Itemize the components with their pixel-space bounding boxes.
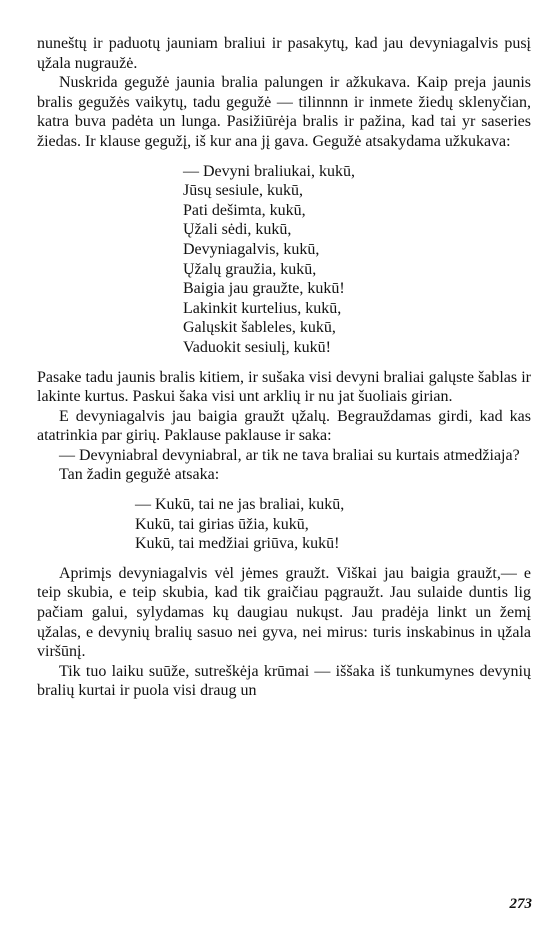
paragraph-continued: nuneštų ir paduotų jauniam braliui ir pasakytų, kad jau devyniagalvis pusį ųžala nugraužė.: [37, 35, 531, 72]
paragraph: Nuskrida gegužė jaunia bralia palungen ir ažkukava. Kaip preja jaunis bralis gegužės vaikytų, tadu gegužė — tilinnnn ir inmete žiedų sklenyčian, katra buva padėta un lunga. Pasižiūrėja bralis ir pažina, kad tai yr saseries žiedas. Ir klause gegužį, iš kur ana jį gava. Gegužė atsakydama užkukava:: [37, 74, 531, 150]
paragraph: Tik tuo laiku suūže, sutreškėja krūmai — iššaka iš tunkumynes devynių bralių kurtai ir puola visi draug un: [37, 662, 531, 700]
poem-line: Ųžalų graužia, kukū,: [183, 260, 317, 278]
poem-line: — Kukū, tai ne jas braliai, kukū,: [135, 496, 345, 514]
poem-line: Jūsų sesiule, kukū,: [183, 182, 303, 200]
poem-cuckoo-song: [37, 162, 531, 358]
paragraph: Pasake tadu jaunis bralis kitiem, ir sušaka visi devyni braliai galųste šablas ir lakinte kurtus. Paskui šaka visi unt arklių ir nu jat šuoliais girian.: [37, 368, 531, 406]
paragraph: Aprimįs devyniagalvis vėl jėmes graužt. Viškai jau baigia graužt,— e teip skubia, e teip skubia, kad tik graičiau pągraužt. Jau sulaide duntis lig pačiam galui, sylydamas kų daugiau nukųst. Jau pradėja linkt un žemį ųžalas, e devynių bralių sasuo nei gyva, nei mirus: turis inskabinus in ųžala viršūnį.: [37, 564, 531, 661]
paragraph-group-top: [37, 34, 531, 152]
poem-line: Pati dešimta, kukū,: [183, 201, 306, 219]
poem-line: Lakinkit kurtelius, kukū,: [183, 299, 342, 317]
page-body: [37, 34, 531, 701]
page-number: 273: [509, 896, 532, 912]
paragraph: E devyniagalvis jau baigia graužt ųžalų. Begrauždamas girdi, kad kas atatrinkia par girių. Paklause paklause ir saka:: [37, 407, 531, 445]
poem-line: Kukū, tai girias ūžia, kukū,: [135, 515, 309, 533]
dialogue-line: — Devyniabral devyniabral, ar tik ne tava braliai su kurtais atmedžiaja?: [59, 446, 520, 464]
poem-cuckoo-answer: [37, 495, 531, 554]
poem-line: Devyniagalvis, kukū,: [183, 240, 320, 258]
poem-line: Vaduokit sesiulį, kukū!: [183, 338, 331, 356]
poem-line: Baigia jau graužte, kukū!: [183, 280, 345, 298]
poem-line: Kukū, tai medžiai griūva, kukū!: [135, 535, 340, 553]
poem-line: Ųžali sėdi, kukū,: [183, 221, 292, 239]
poem-line: — Devyni braliukai, kukū,: [183, 162, 355, 180]
paragraph-group-middle: [37, 368, 531, 486]
paragraph: Tan žadin gegužė atsaka:: [59, 466, 220, 484]
paragraph-group-bottom: [37, 564, 531, 701]
poem-line: Galųskit šableles, kukū,: [183, 319, 336, 337]
